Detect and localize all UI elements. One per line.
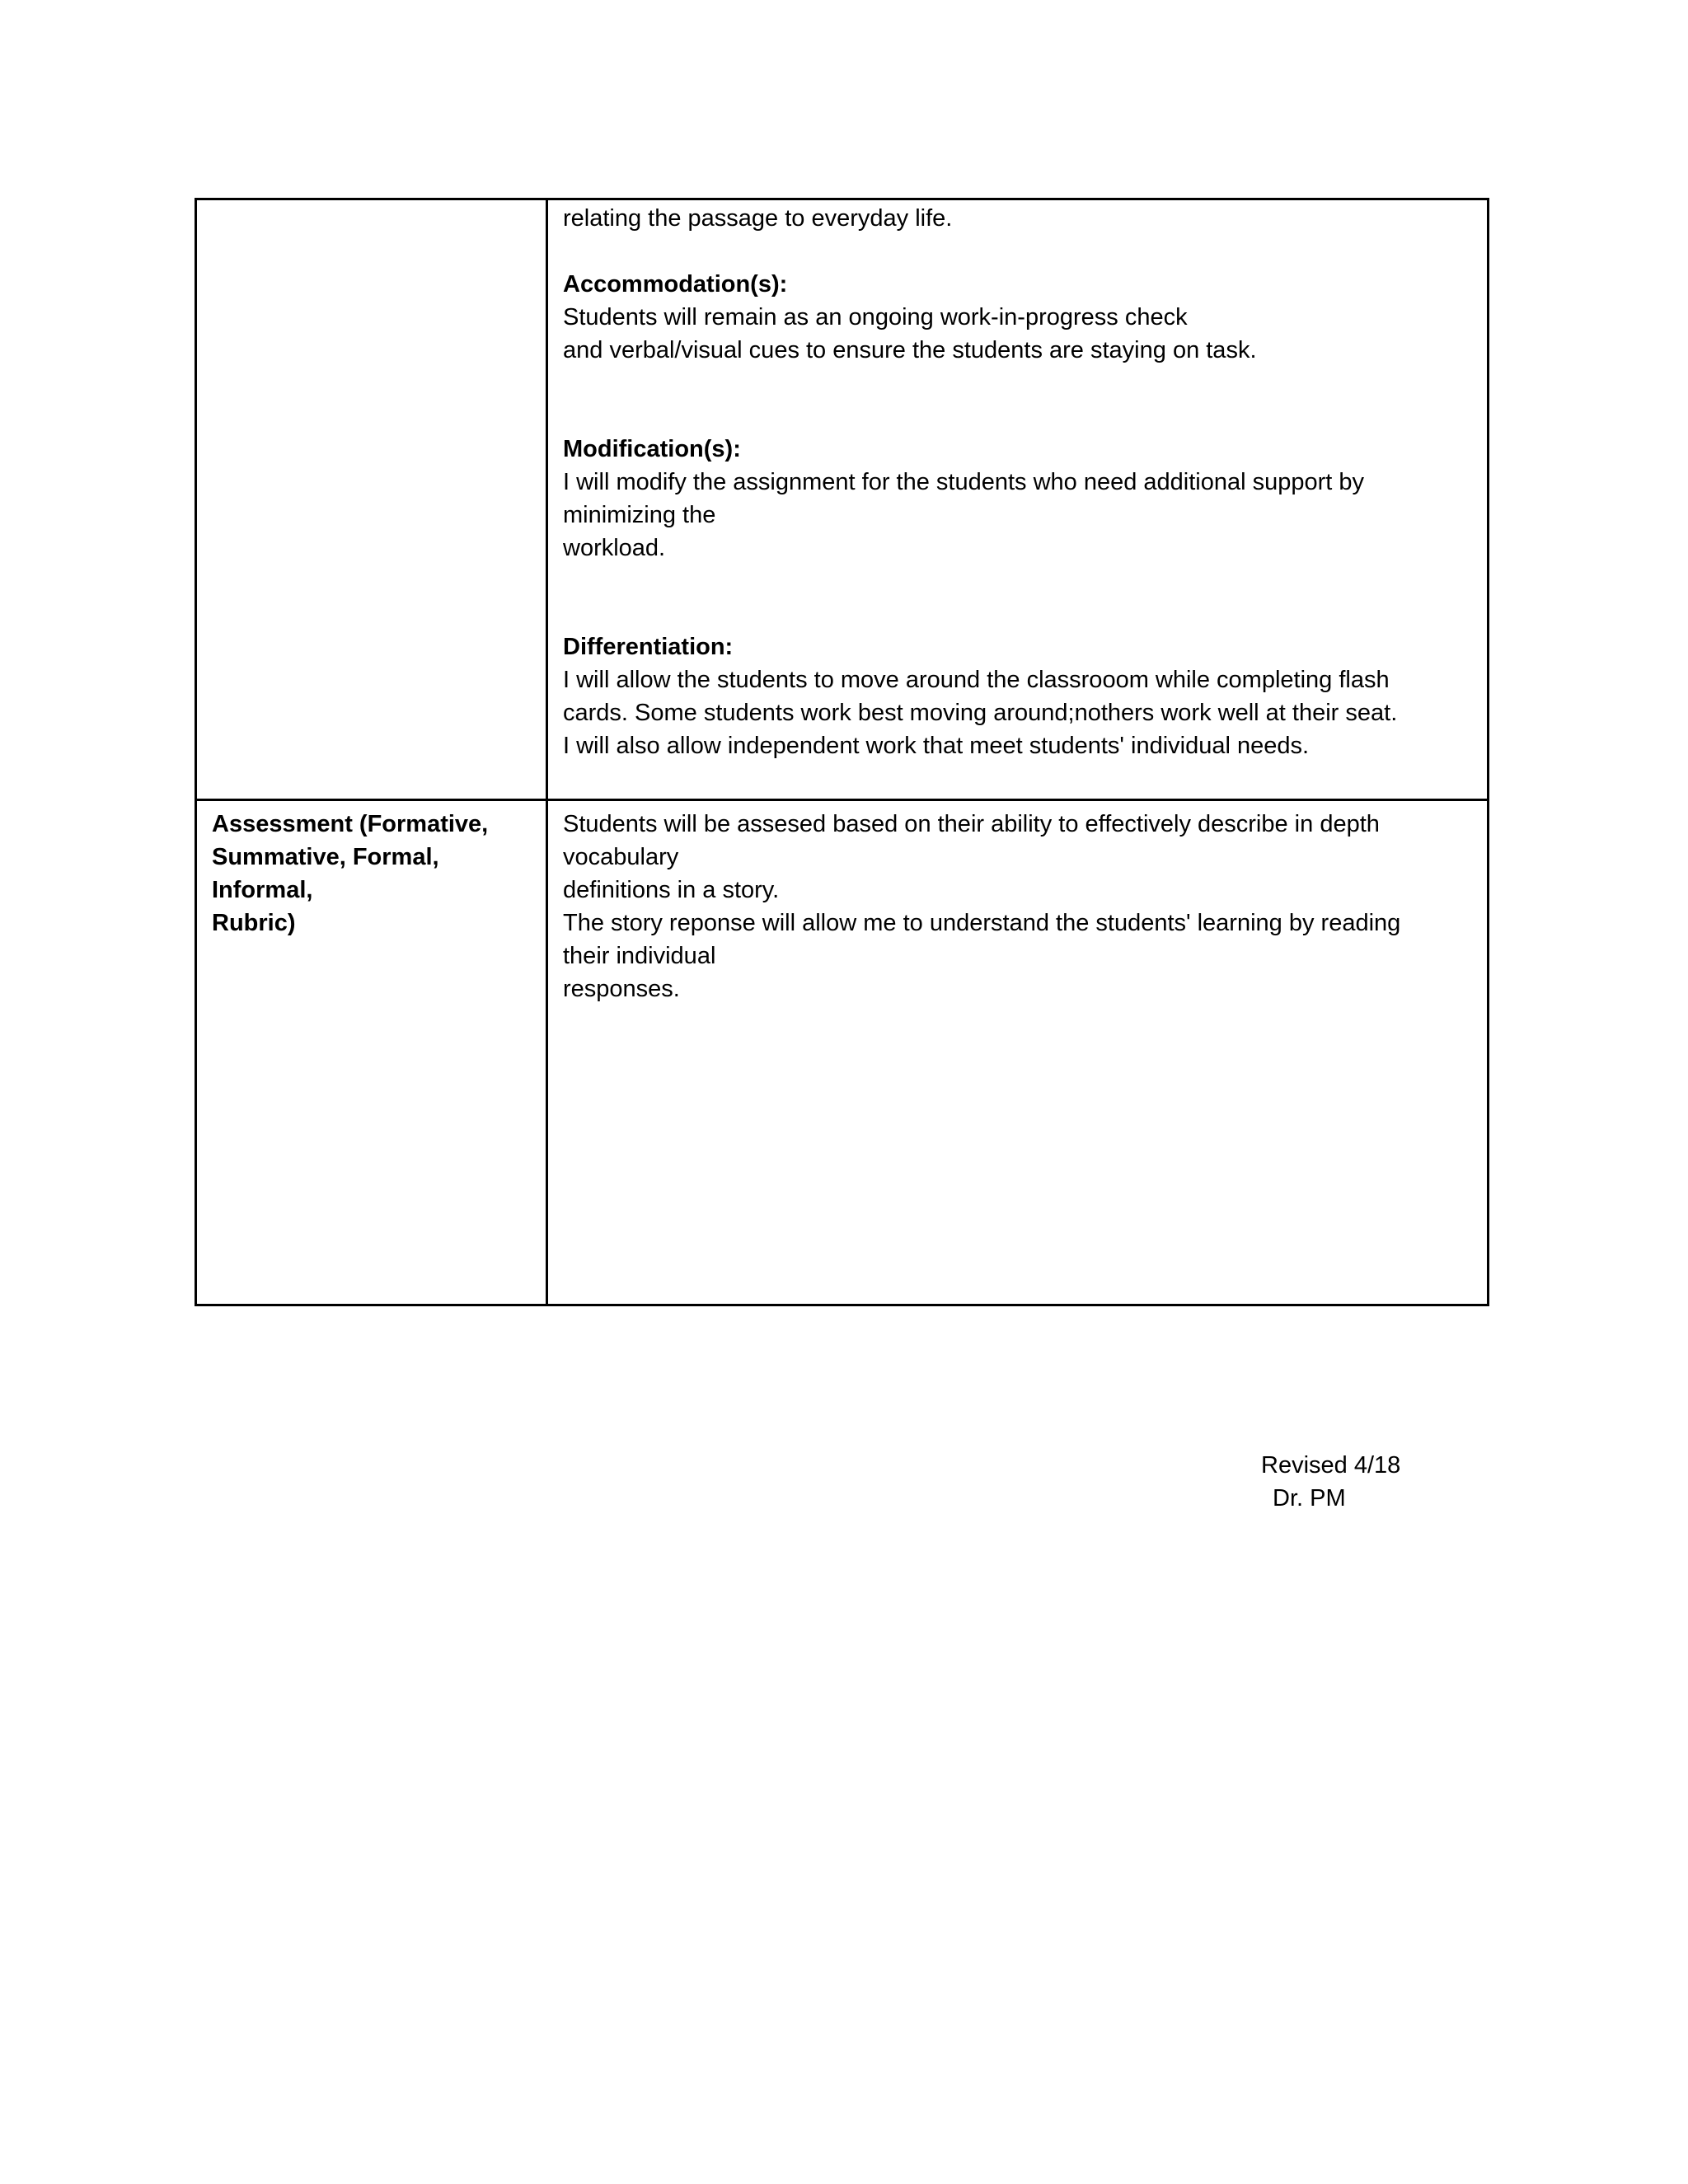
assessment-label-line: Assessment (Formative,: [212, 811, 489, 837]
revision-footer: [1261, 1449, 1400, 1515]
assessment-label-cell: [196, 800, 547, 1305]
modification-heading: Modification(s):: [563, 436, 741, 462]
spacer: [563, 565, 1472, 630]
modification-line: minimizing the: [563, 502, 716, 528]
table-row-strategies: [196, 199, 1489, 800]
assessment-content-cell: [547, 800, 1489, 1305]
accommodation-line: Students will remain as an ongoing work-in-progress check: [563, 304, 1188, 330]
assessment-line: definitions in a story.: [563, 877, 780, 903]
accommodation-heading: Accommodation(s):: [563, 271, 788, 298]
assessment-label-line: Summative, Formal,: [212, 844, 439, 870]
assessment-line: The story reponse will allow me to understand the students' learning by reading: [563, 910, 1401, 936]
assessment-line: their individual: [563, 943, 716, 969]
modification-line: I will modify the assignment for the students who need additional support by: [563, 469, 1365, 495]
modification-line: workload.: [563, 535, 666, 561]
accommodation-line: and verbal/visual cues to ensure the students are staying on task.: [563, 337, 1257, 363]
differentiation-line: I will allow the students to move around the classrooom while completing flash: [563, 667, 1390, 693]
differentiation-line: cards. Some students work best moving around;nothers work well at their seat.: [563, 700, 1398, 726]
author-name: Dr. PM: [1273, 1485, 1346, 1511]
spacer: [563, 235, 1472, 268]
differentiation-heading: Differentiation:: [563, 634, 734, 660]
lesson-plan-table: [195, 198, 1489, 1306]
row1-label-cell: [196, 199, 547, 800]
assessment-label-line: Rubric): [212, 910, 296, 936]
intro-line: relating the passage to everyday life.: [563, 205, 953, 232]
assessment-label-line: Informal,: [212, 877, 313, 903]
revised-date: Revised 4/18: [1261, 1452, 1401, 1479]
spacer: [563, 367, 1472, 433]
row1-content-cell: [547, 199, 1489, 800]
assessment-line: Students will be assesed based on their ability to effectively describe in depth: [563, 811, 1380, 837]
assessment-line: responses.: [563, 976, 680, 1002]
assessment-line: vocabulary: [563, 844, 679, 870]
table-row-assessment: [196, 800, 1489, 1305]
row1-label: [197, 200, 546, 207]
assessment-label: [197, 801, 546, 940]
differentiation-line: I will also allow independent work that meet students' individual needs.: [563, 733, 1310, 759]
